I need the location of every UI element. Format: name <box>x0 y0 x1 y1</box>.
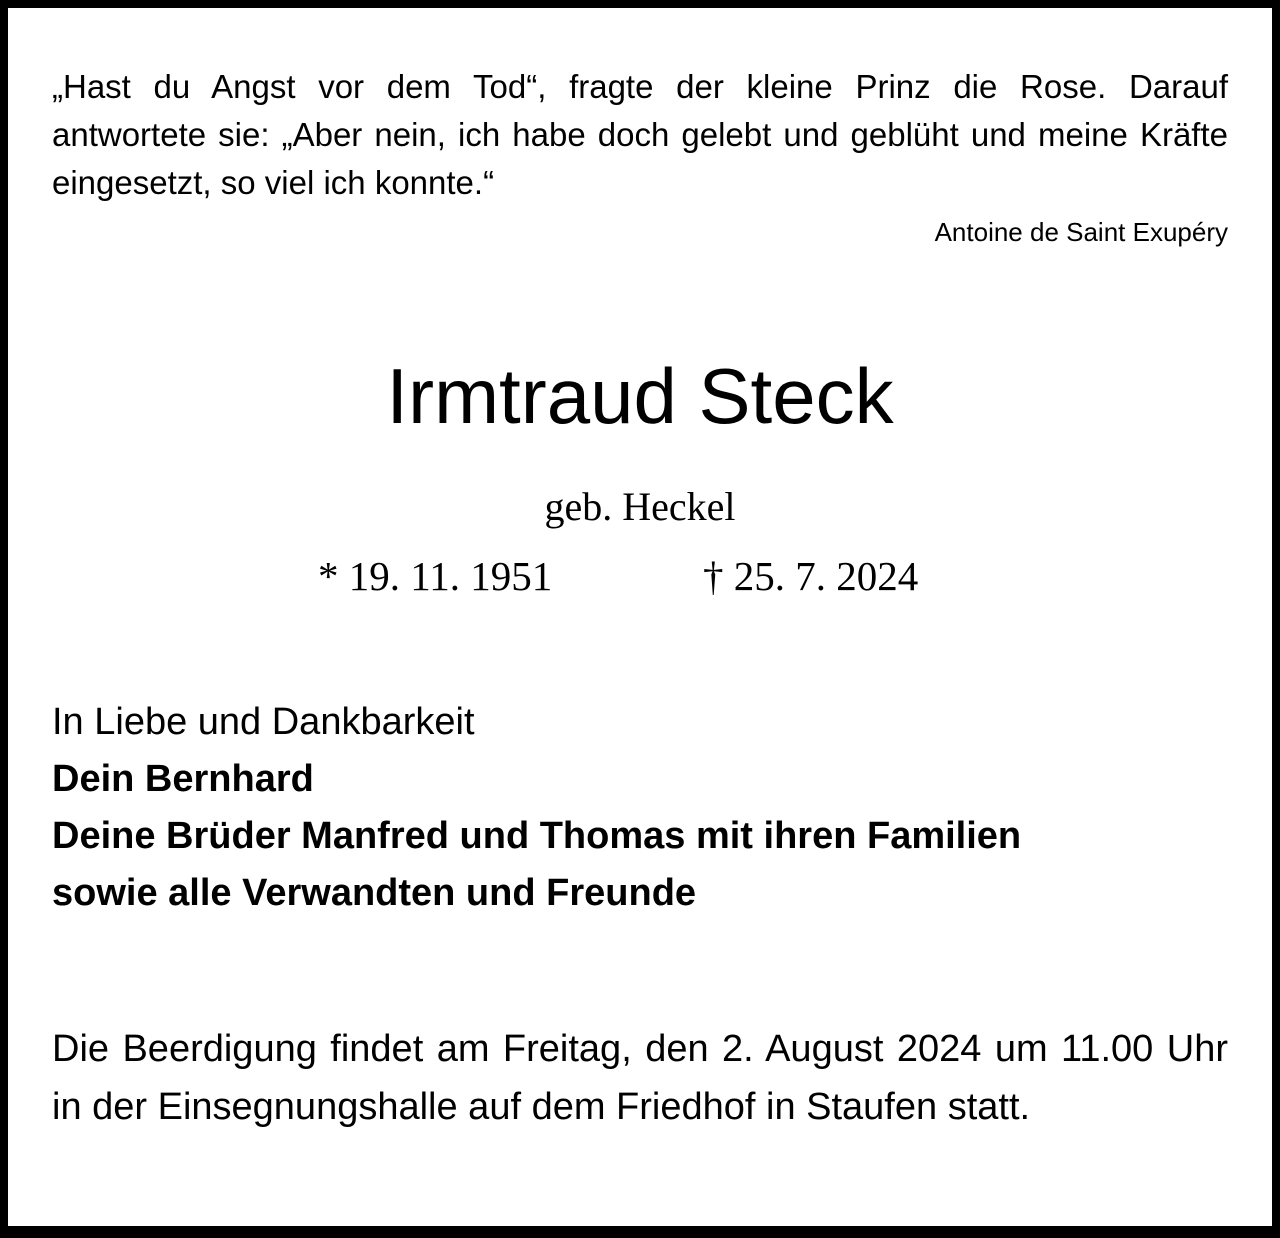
birth-date: * 19. 11. 1951 <box>318 553 553 599</box>
mourners-intro: In Liebe und Dankbarkeit <box>52 701 475 743</box>
maiden-name: geb. Heckel <box>544 484 736 529</box>
mourner-line: Deine Brüder Manfred und Thomas mit ihren Familien <box>52 815 1022 857</box>
death-date: † 25. 7. 2024 <box>703 553 919 599</box>
quote-text: „Hast du Angst vor dem Tod“, fragte der kleine Prinz die Rose. Darauf antwortete sie: „Aber nein, ich habe doch gelebt und geblüht und meine Kräfte eingesetzt, so viel ich konnte.“ <box>52 68 1228 201</box>
mourners-block <box>52 694 1232 922</box>
quote-attribution: Antoine de Saint Exupéry <box>934 217 1228 247</box>
deceased-name: Irmtraud Steck <box>386 352 894 440</box>
mourner-line: Dein Bernhard <box>52 758 314 800</box>
funeral-info: Die Beerdigung findet am Freitag, den 2. August 2024 um 11.00 Uhr in der Einsegnungshalle auf dem Friedhof in Staufen statt. <box>52 1028 1228 1128</box>
mourner-line: sowie alle Verwandten und Freunde <box>52 872 697 914</box>
